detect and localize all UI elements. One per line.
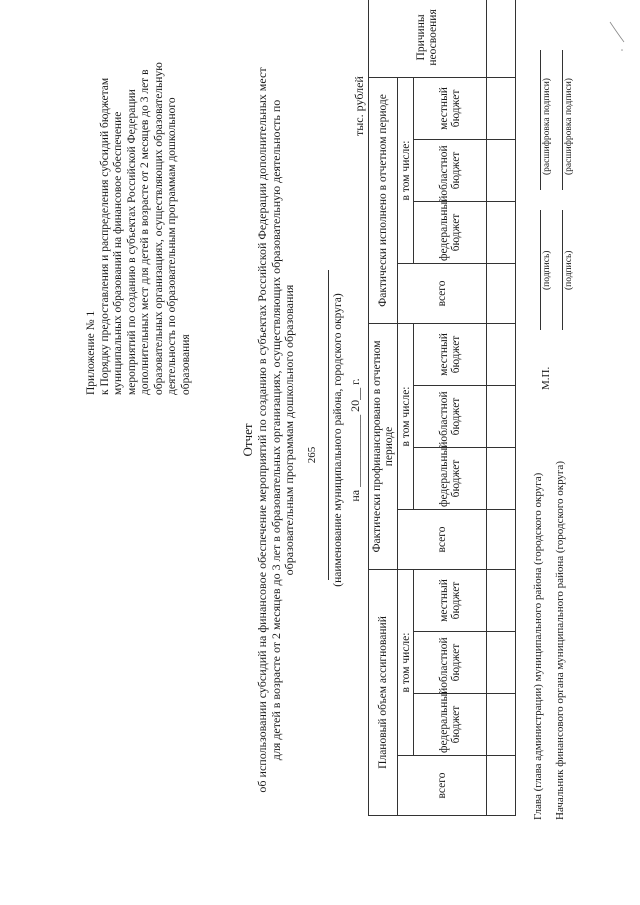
table-cell [486, 0, 515, 77]
appendix-line: деятельность по образовательным программам дошкольного [166, 97, 178, 395]
table-cell [486, 694, 515, 756]
finance-signature-line [562, 210, 563, 330]
header-including: в том числе: [398, 323, 414, 509]
header-federal-budget: федеральный бюджет [414, 201, 486, 263]
header-financed: Фактически профинансировано в отчетном периоде [369, 323, 398, 569]
appendix-line: дополнительных мест для детей в возрасте от 2 месяцев до 3 лет в [139, 69, 151, 395]
header-planned: Плановый объем ассигнований [369, 569, 398, 815]
header-including: в том числе: [398, 77, 414, 263]
report-date: на ____________ 20__ г. [348, 378, 362, 502]
table-cell [486, 139, 515, 201]
appendix-line: образовательных организациях, осуществляющих образовательную [152, 62, 165, 395]
rotated-sheet [60, 9, 600, 850]
header-regional-budget: областной бюджет [414, 385, 486, 447]
appendix-line: образования [179, 334, 192, 395]
header-federal-budget: федеральный бюджет [414, 447, 486, 509]
municipality-fill-line [328, 270, 329, 580]
report-description-line: образовательным программам дошкольного образования [282, 284, 296, 576]
report-description-line: об использовании субсидий на финансовое обеспечение мероприятий по созданию в субъектах Российской Федерации дополнительных мест [255, 67, 269, 793]
appendix-line: к Порядку предоставления и распределения субсидий бюджетам [98, 77, 111, 395]
table-cell [486, 509, 515, 569]
header-executed: Фактически исполнено в отчетном периоде [369, 77, 398, 323]
head-decoding-line [540, 50, 541, 190]
units-label: тыс. рублей [352, 76, 366, 136]
header-federal-budget: федеральный бюджет [414, 694, 486, 756]
appendix-line: Приложение № 1 [85, 310, 97, 395]
header-total: всего [398, 509, 486, 569]
finance-decoding-caption: (расшифровка подписи) [564, 78, 574, 175]
scan-mark [608, 20, 626, 60]
report-description [256, 50, 297, 810]
table-cell [486, 77, 515, 139]
header-reasons: Причины неосвоения [369, 0, 487, 77]
head-signature-caption: (подпись) [542, 250, 552, 290]
stamp-placeholder: М.П. [540, 366, 552, 390]
page-number: 265 [306, 446, 318, 464]
table-cell [486, 263, 515, 323]
finance-signature-caption: (подпись) [564, 250, 574, 290]
appendix-line: мероприятий по созданию в субъектах Российской Федерации [125, 89, 138, 395]
report-table [368, 0, 516, 816]
header-regional-budget: областной бюджет [414, 632, 486, 694]
table-cell [486, 201, 515, 263]
header-total: всего [398, 756, 486, 816]
header-local-budget: местный бюджет [414, 323, 486, 385]
head-decoding-caption: (расшифровка подписи) [542, 78, 552, 175]
finance-decoding-line [562, 50, 563, 190]
header-local-budget: местный бюджет [414, 569, 486, 631]
header-local-budget: местный бюджет [414, 77, 486, 139]
table-cell [486, 632, 515, 694]
header-including: в том числе: [398, 569, 414, 755]
report-description-line: для детей в возрасте от 2 месяцев до 3 лет в образовательных организациях, осуществляющих образовательную деятельность по [268, 99, 283, 761]
table-cell [486, 447, 515, 509]
head-signature-label: Глава (глава администрации) муниципального района (городского округа) [532, 472, 544, 820]
appendix-block [85, 62, 193, 395]
head-signature-line [540, 210, 541, 330]
table-cell [486, 385, 515, 447]
table-cell [486, 569, 515, 631]
finance-signature-label: Начальник финансового органа муниципального района (городского округа) [554, 461, 566, 820]
report-title: Отчет [240, 423, 255, 457]
header-regional-budget: областной бюджет [414, 139, 486, 201]
municipality-caption: (наименование муниципального района, городского округа) [332, 293, 344, 587]
appendix-line: муниципальных образований на финансовое обеспечение [112, 111, 124, 395]
table-cell [486, 756, 515, 816]
header-total: всего [398, 263, 486, 323]
table-cell [486, 323, 515, 385]
